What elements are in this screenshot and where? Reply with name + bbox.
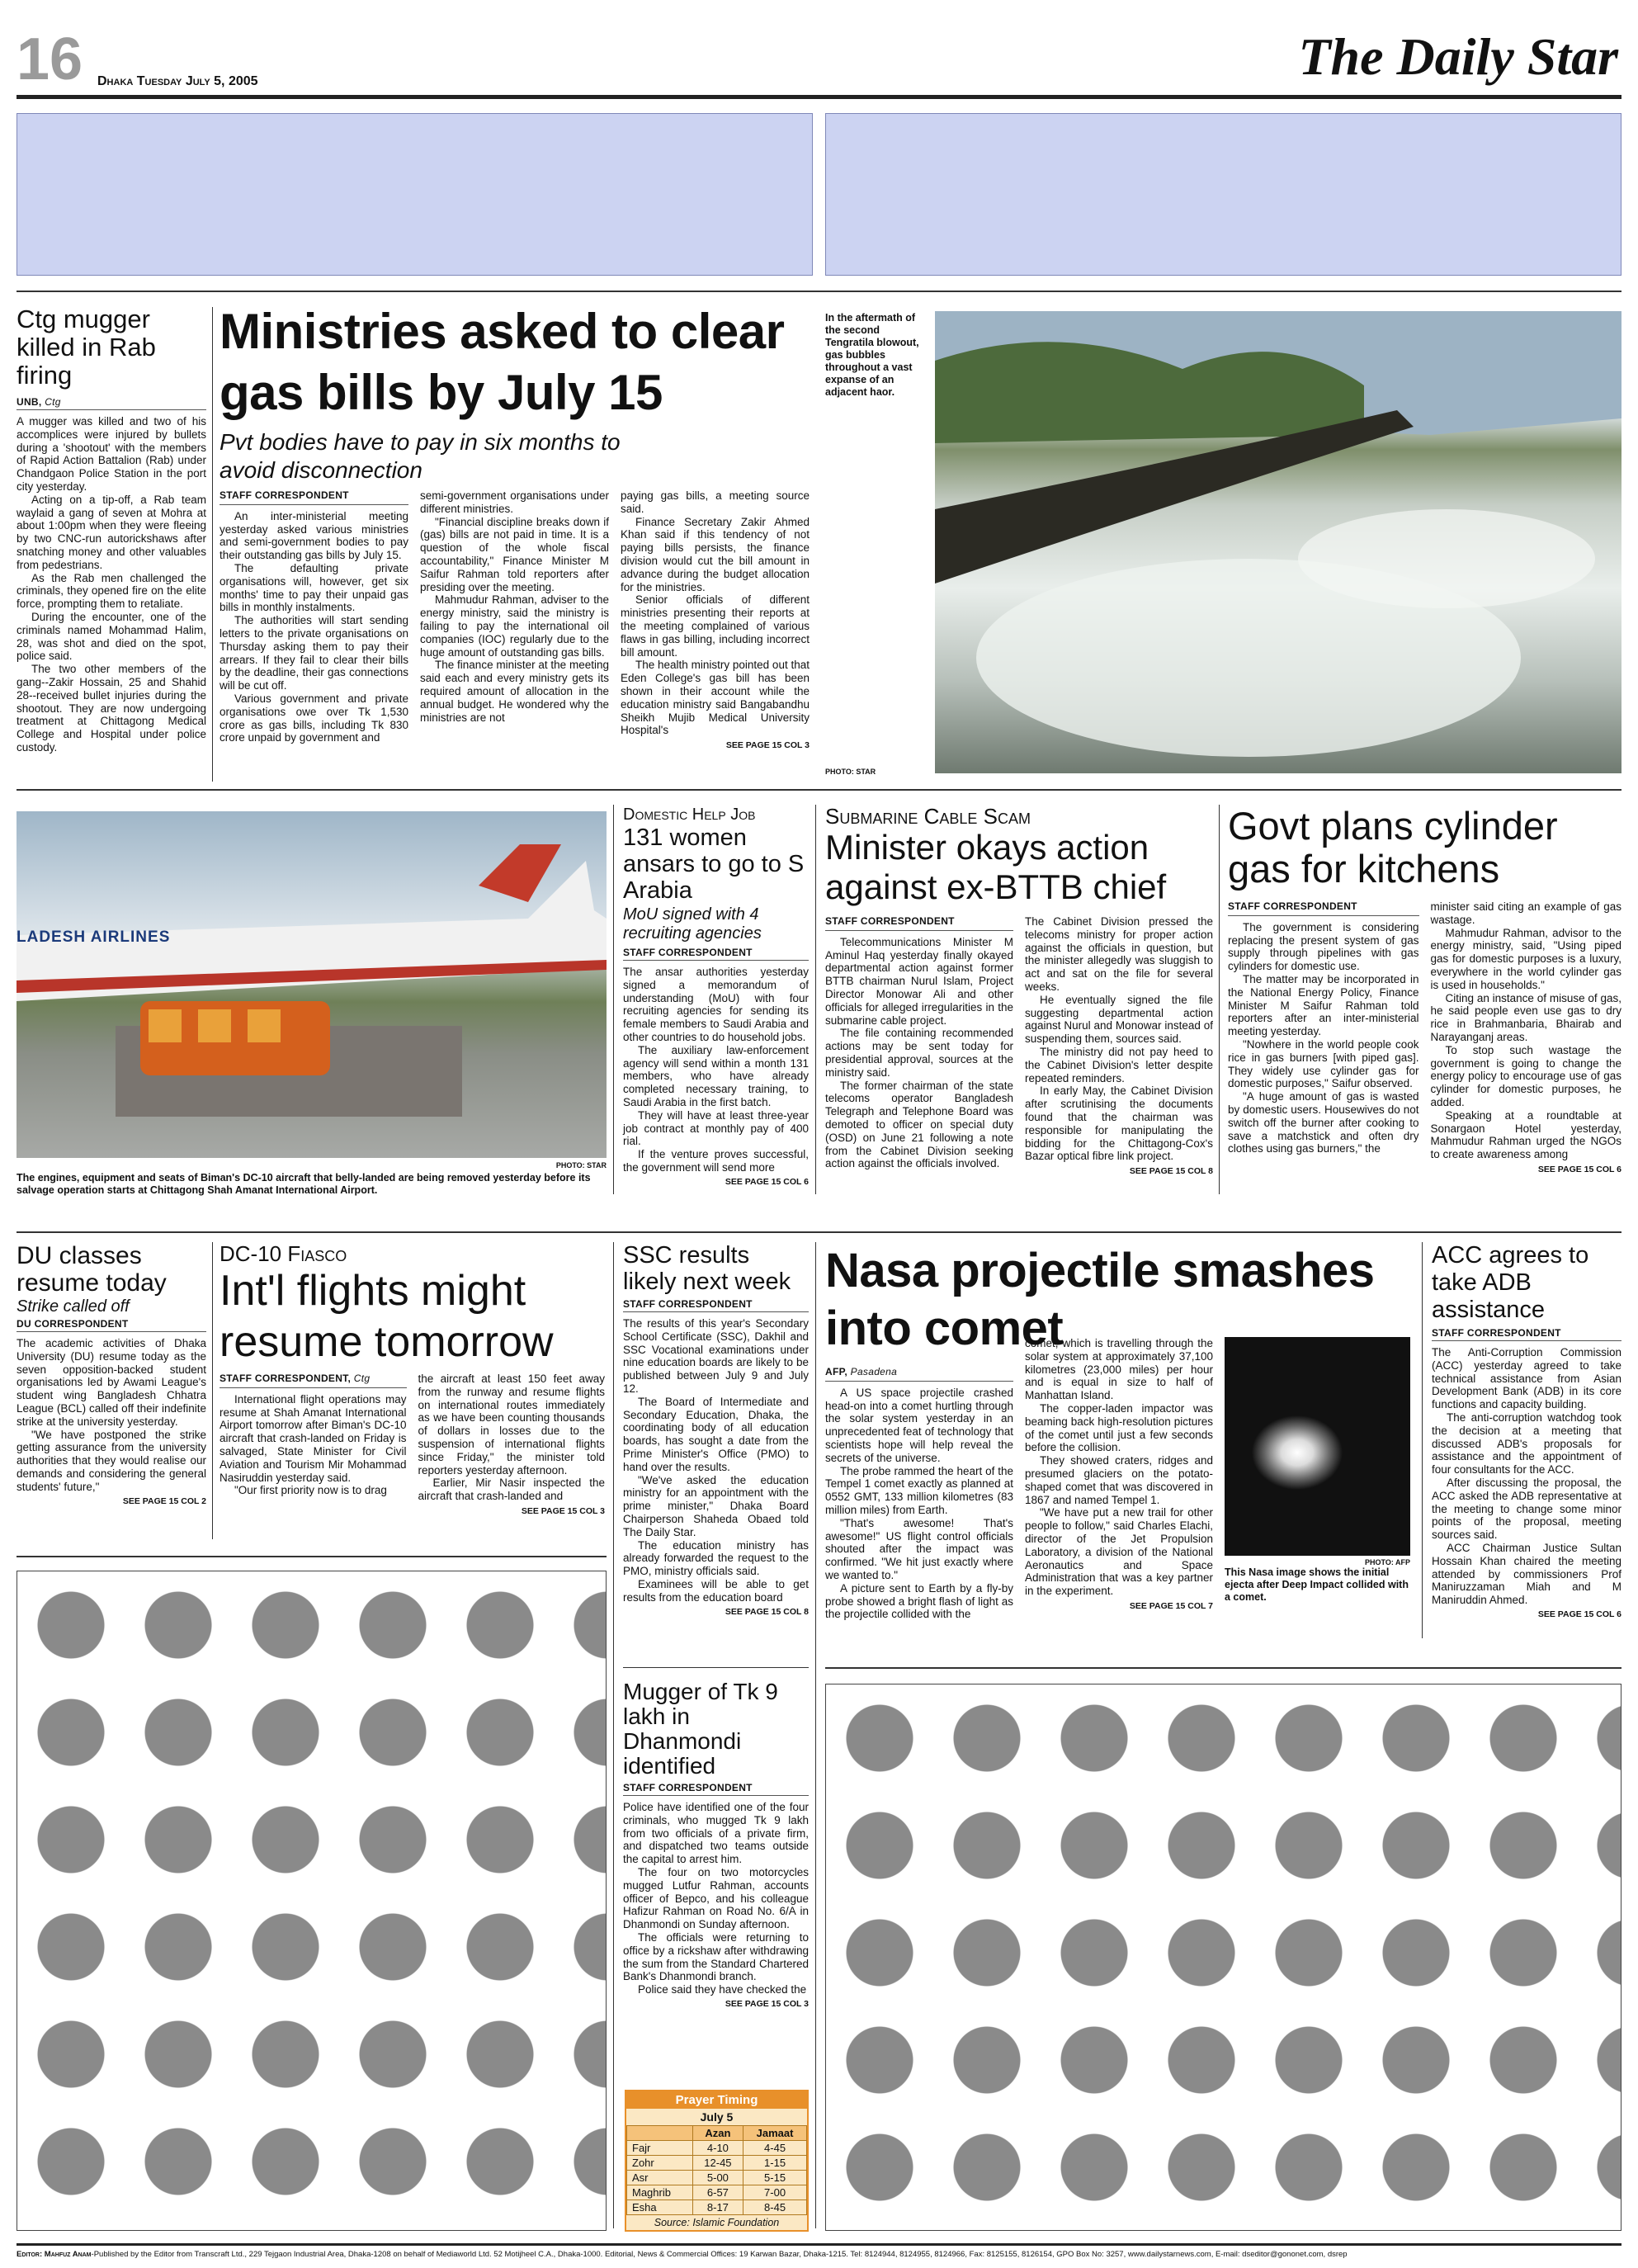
byline: STAFF CORRESPONDENT xyxy=(623,1782,809,1796)
headline: Int'l flights might resume tomorrow xyxy=(220,1267,554,1366)
airline-livery: LADESH AIRLINES xyxy=(17,928,171,946)
column-rule xyxy=(815,1242,816,2228)
article-body: Police have identified one of the four criminals, who mugged Tk 9 lakh from two officials of a private firm, and dispatched two teams outside the capital to arrest him. The four on two motorcycles mugged Lutfur Rahman, accounts officer of Bepco, and his colleague Hafizur Rahman on Road No. 6/A in Dhanmondi on Sunday afternoon. The officials were returning to office by a rickshaw after withdrawing the sum from the Standard Chartered Bank's Dhanmondi branch. Police said they have checked the xyxy=(623,1801,809,1996)
byline: AFP, Pasadena xyxy=(825,1366,1013,1382)
column-rule xyxy=(212,1242,213,1539)
headline: Minister okays action against ex-BTTB chief xyxy=(825,828,1167,906)
headline: Ctg mugger killed in Rab firing xyxy=(17,305,156,390)
continued-link[interactable]: SEE PAGE 15 COL 8 xyxy=(725,1606,809,1617)
paper-name[interactable]: The Daily Star xyxy=(1298,27,1618,86)
divider xyxy=(825,1667,1621,1669)
subhead: Strike called off xyxy=(17,1297,130,1316)
photo-caption: The engines, equipment and seats of Biman's DC-10 aircraft that belly-landed are being removed yesterday before its salvage operation starts at Chittagong Shah Amanat International Airport. xyxy=(17,1172,591,1196)
prayer-timing-box xyxy=(625,2090,809,2232)
advertisement-left[interactable] xyxy=(17,113,813,276)
footer-rule xyxy=(17,2243,1621,2246)
story-dhanmondi-mugger xyxy=(623,1680,809,2009)
article-body: The Anti-Corruption Commission (ACC) yesterday agreed to take technical assistance from Asian Development Bank (ADB) in its core functions and capacity building. The anti-corruption watchdog took the decision at a meeting that discussed ADB's proposals for assistance and the appointment of four consultants for the ACC. After discussing the proposal, the ACC asked the ADB representative at the meeting to change some minor points of the proposal, meeting sources said. ACC Chairman Justice Sultan Hossain Khan chaired the meeting attended by commissioners Prof Maniruzzaman Miah and M Maniruddin Ahmed. xyxy=(1432,1346,1621,1607)
continued-link[interactable]: SEE PAGE 15 COL 8 xyxy=(1129,1166,1213,1177)
continued-link[interactable]: SEE PAGE 15 COL 6 xyxy=(725,1176,809,1187)
comet-photo xyxy=(1225,1337,1410,1556)
headline: Govt plans cylinder gas for kitchens xyxy=(1228,804,1558,891)
prayer-source: Source: Islamic Foundation xyxy=(654,2217,780,2228)
headline: 131 women ansars to go to S Arabia xyxy=(623,825,805,904)
divider xyxy=(17,1231,1621,1233)
masthead-rule xyxy=(17,95,1621,99)
byline: STAFF CORRESPONDENT xyxy=(825,915,1013,931)
continued-link[interactable]: SEE PAGE 15 COL 6 xyxy=(1537,1164,1621,1174)
byline: STAFF CORRESPONDENT, Ctg xyxy=(220,1373,407,1388)
divider xyxy=(623,1667,809,1668)
byline: STAFF CORRESPONDENT xyxy=(1228,900,1419,916)
story-du-classes xyxy=(17,1242,206,1506)
article-body: A mugger was killed and two of his accomplices were injured by bullets during a 'shootout' with the members of Rapid Action Battalion (Rab) under Chandgaon Police Station in the port city yesterday. Acting on a tip-off, a Rab team waylaid a gang of seven at Mohra at about 1:00pm when they were fleeing by two CNC-run autorickshaws after snatching money and other valuables from pedestrians. As the Rab men challenged the criminals, they opened fire on the elite force, prompting them to retaliate. During the encounter, one of the criminals named Mohammad Halim, 28, was shot and died on the spot, police said. The two other members of the gang--Zakir Hossain, 25 and Shahid 28--received bullet injuries during the shootout. They are now undergoing treatment at Chittagong Medical College and Hospital under police custody. xyxy=(17,415,206,754)
story-gas-bills: Ministries asked to clear gas bills by July 15 Pvt bodies have to pay in six months to avoid disconnection STAFF CORRESPONDENT An inter-ministerial meeting yesterday asked various ministries and semi-government bodies to pay their outstanding gas bills by July 15. The defaulting private organisations will, however, get six months' time to pay their unpaid gas bills in monthly instalments. The authorities will start sending letters to the private organisations on Thursday asking them to pay their arrears. If they fail to clear their bills by the deadline, their gas connections will be cut off. Various government and private organisations owe over Tk 1,530 crore as gas bills, including Tk 830 crore unpaid by government and semi-government organisations under different ministries. "Financial discipline breaks down if (gas) bills are not paid in time. It is a question of the whole fiscal accountability," Finance Minister M Saifur Rahman told reporters after presiding over the meeting. Mahmudur Rahman, adviser to the energy ministry, said the ministry is failing to pay the international oil companies (IOC) regularly due to the huge amount of outstanding gas bills. The finance minister at the meeting said each and every ministry gets its required amount of allocation in the annual budget. He wondered why the ministries are not paying gas bills, a meeting source said. Finance Secretary Zakir Ahmed Khan said if this tendency of not paying bills persists, the finance division would cut the bill amount in advance during the budget allocation for the ministries. Senior officials of different ministries presenting their reports at the meeting complained of various flaws in gas billing, including incorrect bill amount. The health ministry pointed out that Eden College's gas bill has been shown in their account while the education ministry said Bangabandhu Sheikh Mujib Medical University Hospital's SEE PAGE 15 COL 3 xyxy=(220,301,810,753)
photo-credit: PHOTO: AFP xyxy=(1364,1558,1410,1566)
continued-link[interactable]: SEE PAGE 15 COL 3 xyxy=(725,1998,809,2009)
story-submarine-cable: Submarine Cable Scam Minister okays action against ex-BTTB chief STAFF CORRESPONDENT Telecommunications Minister M Aminul Haq yesterday finally okayed departmental action against former BTTB chairman Nurul Islam, Project Director Monowar Ali and other officials for alleged irregularities in the submarine cable project. The file containing recommended actions may be sent today for presidential approval, sources at the ministry said. The former chairman of the state telecoms operator Bangladesh Telegraph and Telephone Board was demoted to officer on special duty (OSD) on June 21 following a note from the Cabinet Division seeking action against the officials involved. The Cabinet Division pressed the telecoms ministry for proper action against the officials in question, but the minister allegedly was sluggish to act and sat on the file for several weeks. He eventually signed the file suggesting departmental action against Nurul and Monowar instead of suspending them, sources said. The ministry did not pay heed to the Cabinet Division's letter despite repeated reminders. In early May, the Cabinet Division after scrutinising the documents found that the chairman was responsible for manipulating the bidding for the Chittagong-Cox's Bazar optical fibre link project. SEE PAGE 15 COL 8 xyxy=(825,805,1213,1179)
continued-link[interactable]: SEE PAGE 15 COL 7 xyxy=(1129,1600,1213,1611)
byline: STAFF CORRESPONDENT xyxy=(220,489,408,505)
prayer-date: July 5 xyxy=(700,2110,734,2124)
advertisement-right[interactable] xyxy=(825,113,1621,276)
story-women-ansars xyxy=(623,805,809,1187)
byline: STAFF CORRESPONDENT xyxy=(623,1298,809,1312)
tengratila-photo xyxy=(935,311,1621,773)
headline: SSC results likely next week xyxy=(623,1242,791,1295)
dotted-advertisement-right[interactable] xyxy=(825,1684,1621,2231)
byline: UNB, Ctg xyxy=(17,396,206,410)
story-nasa-comet: Nasa projectile smashes into comet AFP, Pasadena A US space projectile crashed head-on into a comet hurtling through the solar system yesterday in an unprecedented feat of technology that scientists hope will help reveal the secrets of the universe. The probe rammed the heart of the Tempel 1 comet exactly as planned at 0552 GMT, 133 million kilometres (83 million miles) from Earth. "That's awesome! That's awesome!" US flight control officials shouted after the impact was confirmed. "We hit just exactly where we wanted to." A picture sent to Earth by a fly-by probe showed a bright flash of light as the projectile collided with the comet, which is travelling through the solar system at approximately 37,100 kilometres (23,000 miles) per hour and is equal in size to half of Manhattan Island. The copper-laden impactor was beaming back high-resolution pictures of the comet until just a few seconds before the collision. They showed craters, ridges and presumed glaciers on the potato-shaped comet that was discovered in 1867 and named Tempel 1. "We have put a new trail for other people to follow," said Charles Elachi, director of the Jet Propulsion Laboratory, a division of the National Aeronautics and Space Administration that was a key partner in the experiment. SEE PAGE 15 COL 7 PHOTO: AFP This Nasa image shows the initial ejecta after Deep Impact collided with a comet. xyxy=(825,1242,1415,1621)
byline: STAFF CORRESPONDENT xyxy=(623,947,809,961)
masthead xyxy=(17,25,1621,101)
column-rule xyxy=(1422,1242,1423,1638)
story-dc10: DC-10 Fiasco Int'l flights might resume tomorrow STAFF CORRESPONDENT, Ctg International flight operations may resume at Shah Amanat International Airport tomorrow after Biman's DC-10 aircraft that crash-landed on Friday is salvaged, State Minister for Civil Aviation and Tourism Mir Mohammad Nasiruddin yesterday said. "Our first priority now is to drag the aircraft at least 150 feet away from the runway and resume flights on international routes immediately as we have been counting thousands of dollars in losses due to the suspension of international flights since Friday," the minister told reporters yesterday afternoon. Earlier, Mir Nasir inspected the aircraft that crash-landed and SEE PAGE 15 COL 3 xyxy=(220,1242,605,1519)
subhead: MoU signed with 4 recruiting agencies xyxy=(623,905,762,943)
continued-link[interactable]: SEE PAGE 15 COL 3 xyxy=(725,740,810,751)
story-ctg-mugger xyxy=(17,305,206,754)
headline: Nasa projectile smashes into comet xyxy=(825,1244,1375,1355)
byline: STAFF CORRESPONDENT xyxy=(1432,1327,1621,1341)
kicker: Domestic Help Job xyxy=(623,806,756,824)
continued-link[interactable]: SEE PAGE 15 COL 2 xyxy=(122,1495,206,1506)
headline: DU classes resume today xyxy=(17,1242,167,1297)
kicker: Submarine Cable Scam xyxy=(825,804,1031,829)
dotted-advertisement-left[interactable] xyxy=(17,1571,607,2231)
column-rule xyxy=(613,1242,614,2228)
page-number: 16 xyxy=(17,26,83,92)
biman-dc10-photo xyxy=(17,811,607,1158)
prayer-title: Prayer Timing xyxy=(626,2091,807,2109)
continued-link[interactable]: SEE PAGE 15 COL 3 xyxy=(521,1505,605,1516)
divider xyxy=(17,789,1621,791)
column-rule xyxy=(1219,805,1220,1194)
headline: Mugger of Tk 9 lakh in Dhanmondi identified xyxy=(623,1679,778,1779)
photo-credit: PHOTO: STAR xyxy=(825,768,876,776)
story-ssc-results xyxy=(623,1242,809,1617)
headline: Ministries asked to clear gas bills by July 15 xyxy=(220,304,785,420)
divider xyxy=(17,291,1621,292)
column-rule xyxy=(212,307,213,782)
headline: ACC agrees to take ADB assistance xyxy=(1432,1242,1589,1323)
subhead: Pvt bodies have to pay in six months to avoid disconnection xyxy=(220,429,621,483)
story-cylinder-gas: Govt plans cylinder gas for kitchens STAFF CORRESPONDENT The government is considering replacing the present system of gas supply through pipelines with gas cylinders for domestic use. The matter may be incorporated in the National Energy Policy, Finance Minister M Saifur Rahman told reporters after an inter-ministerial meeting yesterday. "Nowhere in the world people cook rice in gas burners [with piped gas]. They widely use cylinder gas for domestic purposes," Saifur observed. "A huge amount of gas is wasted by domestic users. Housewives do not switch off the burner after cooking to save a matchstick and often dry clothes using gas burners," the minister said citing an example of gas wastage. Mahmudur Rahman, advisor to the energy ministry, said, "Using piped gas for domestic purposes is a luxury, everywhere in the world cylinder gas is used in households." Citing an instance of misuse of gas, he said people even use gas to dry rice in Brahmanbaria, Bhairab and Narayanganj areas. To stop such wastage the government is going to change the energy policy to encourage use of gas cylinder for domestic purposes, he added. Speaking at a roundtable at Sonargaon Hotel yesterday, Mahmudur Rahman urged the NGOs to create awareness among SEE PAGE 15 COL 6 xyxy=(1228,805,1621,1177)
photo-caption: This Nasa image shows the initial ejecta after Deep Impact collided with a comet. xyxy=(1225,1566,1409,1603)
divider xyxy=(17,1556,607,1557)
kicker: DC-10 Fiasco xyxy=(220,1241,347,1266)
byline: DU CORRESPONDENT xyxy=(17,1318,206,1332)
continued-link[interactable]: SEE PAGE 15 COL 6 xyxy=(1537,1609,1621,1619)
column-rule xyxy=(815,805,816,1194)
column-rule xyxy=(613,805,614,1194)
story-acc-adb xyxy=(1432,1242,1621,1619)
prayer-table: Azan Jamaat Fajr 4-10 4-45 Zohr 12-45 1-15 Asr 5-00 5-15 Maghrib 6-57 7-00 Esha 8-17 8-45 xyxy=(626,2125,807,2215)
article-body: The results of this year's Secondary School Certificate (SSC), Dakhil and SSC Vocational examinations under nine education boards are likely to be published between July 9 and July 12. The Board of Intermediate and Secondary Education, Dhaka, the coordinating body of all education boards, has sought a date from the Prime Minister's Office (PMO) to hand over the results. "We've asked the education ministry for an appointment with the prime minister," Dhaka Board Chairperson Shaheda Obaed told The Daily Star. The education ministry has already forwarded the request to the PMO, ministry officials said. Examinees will be able to get results from the education board xyxy=(623,1317,809,1604)
article-body: The ansar authorities yesterday signed a memorandum of understanding (MoU) with four recruiting agencies for sending its female members to Saudi Arabia and other countries to do household jobs. The auxiliary law-enforcement agency will send within a month 131 members, who have already completed necessary training, to Saudi Arabia in the first batch. They will have at least three-year job contract at monthly pay of 400 rial. If the venture proves successful, the government will send more xyxy=(623,966,809,1174)
date-line: Dhaka Tuesday July 5, 2005 xyxy=(97,74,258,88)
photo-illustration xyxy=(935,311,1621,773)
photo-illustration xyxy=(17,811,607,1158)
footer-imprint: Editor: Mahfuz Anam-Published by the Editor from Transcraft Ltd., 229 Tejgaon Industrial Area, Dhaka-1208 on behalf of Mediaworld Ltd. 52 Motijheel C.A., Dhaka-1000. Editorial, News & Commercial Offices: 19 Karwan Bazar, Dhaka-1215. Tel: 8124944, 8124955, 8124966, Fax: 8125155, 8126154, GPO Box No: 3257, www.dailystarnews.com, E-mail: dseditor@gononet.com, dsrep xyxy=(17,2250,1348,2259)
photo-caption: In the aftermath of the second Tengratila blowout, gas bubbles throughout a vast expanse of an adjacent haor. xyxy=(825,312,919,398)
article-body: The academic activities of Dhaka University (DU) resume today as the seven opposition-backed student organisations led by Awami League's student wing Bangladesh Chhatra League (BCL) called off their indefinite strike at the university yesterday. "We have postponed the strike getting assurance from the university authorities that they would realise our demands and considering the general students' future," xyxy=(17,1337,206,1493)
photo-credit: PHOTO: STAR xyxy=(555,1161,607,1169)
